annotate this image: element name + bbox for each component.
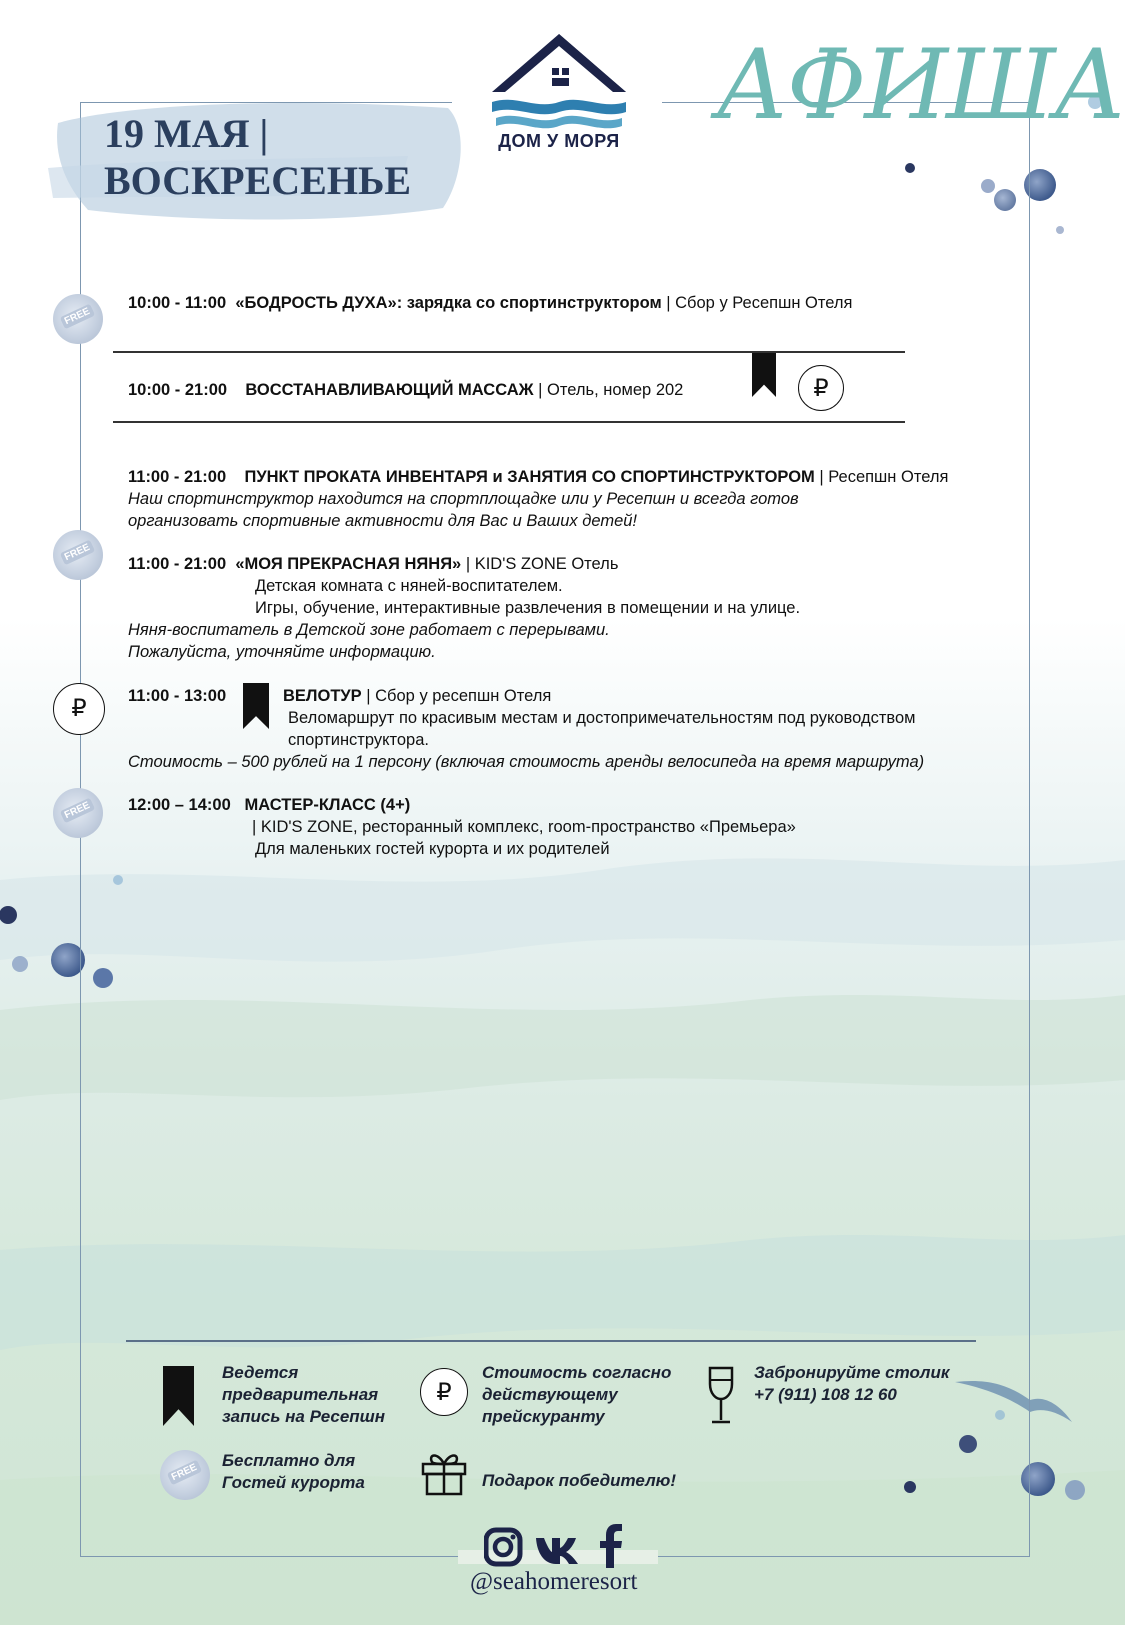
legend-free [222, 1450, 365, 1494]
event-title: ВОССТАНАВЛИВАЮЩИЙ МАССАЖ [245, 381, 534, 399]
legend-text: действующему [482, 1385, 618, 1404]
event-time: 11:00 - 21:00 [128, 555, 227, 573]
ruble-icon: ₽ [420, 1368, 468, 1416]
event-time-row [128, 685, 226, 707]
event-desc: Игры, обучение, интерактивные развлечения в помещении и на улице. [255, 599, 801, 617]
event-desc: Веломаршрут по красивым местам и достопримечательностям под руководством [288, 709, 916, 727]
event-title: ПУНКТ ПРОКАТА ИНВЕНТАРЯ и ЗАНЯТИЯ СО СПОРТИНСТРУКТОРОМ [244, 468, 815, 486]
legend-text: запись на Ресепшн [222, 1407, 386, 1426]
legend-phone: +7 (911) 108 12 60 [754, 1385, 897, 1404]
event-row [283, 685, 551, 707]
event-time: 10:00 - 11:00 [128, 294, 227, 312]
ruble-icon: ₽ [798, 365, 844, 411]
event-note: Пожалуйста, уточняйте информацию. [128, 643, 436, 661]
event-time: 11:00 - 21:00 [128, 468, 227, 486]
event-place: | Сбор у ресепшн Отеля [361, 687, 552, 705]
legend-divider [126, 1340, 976, 1342]
event-place: | KID'S ZONE Отель [461, 555, 619, 573]
page-date [104, 110, 411, 204]
free-icon: FREE [53, 294, 103, 344]
legend-price [482, 1362, 671, 1428]
legend-table [754, 1362, 949, 1406]
divider [113, 421, 905, 423]
weekday-line: ВОСКРЕСЕНЬЕ [104, 158, 412, 203]
instagram-icon[interactable] [486, 1530, 520, 1564]
afisha-title: АФИША [716, 29, 1125, 141]
legend-text: Стоимость согласно [482, 1363, 672, 1382]
event-title: ВЕЛОТУР [283, 687, 362, 705]
event-desc: | KID'S ZONE, ресторанный комплекс, room-пространство «Премьера» [252, 818, 796, 836]
event-desc: спортинструктора. [288, 731, 429, 749]
legend-text: Забронируйте столик [754, 1363, 950, 1382]
gift-icon [420, 1450, 468, 1496]
event-row [128, 379, 683, 401]
logo [486, 30, 632, 155]
free-icon: FREE [160, 1450, 210, 1500]
social-handle[interactable]: @seahomeresort [470, 1568, 638, 1595]
event-note: Няня-воспитатель в Детской зоне работает с перерывами. [128, 621, 610, 639]
facebook-icon[interactable] [600, 1524, 622, 1568]
ruble-icon: ₽ [53, 683, 105, 735]
event-row [128, 292, 852, 314]
legend-text: Бесплатно для [222, 1451, 356, 1470]
wine-glass-icon [706, 1366, 736, 1426]
event-row [128, 794, 410, 816]
legend-text: предварительная [222, 1385, 379, 1404]
vk-icon[interactable] [536, 1538, 578, 1564]
event-time: 11:00 - 13:00 [128, 687, 227, 705]
event-time: 10:00 - 21:00 [128, 381, 228, 399]
event-desc: Для маленьких гостей курорта и их родителей [255, 840, 610, 858]
event-place: | Сбор у Ресепшн Отеля [661, 294, 853, 312]
legend-text: прейскуранту [482, 1407, 605, 1426]
house-logo-icon [486, 30, 632, 130]
event-note: Наш спортинструктор находится на спортплощадке или у Ресепшн и всегда готов [128, 490, 799, 508]
social-links [484, 1524, 644, 1568]
legend-gift: Подарок победителю! [482, 1471, 677, 1490]
free-icon: FREE [53, 788, 103, 838]
event-place: | Ресепшн Отеля [814, 468, 949, 486]
date-line: 19 МАЯ | [104, 111, 269, 156]
legend-text: Ведется [222, 1363, 299, 1382]
event-title: «МОЯ ПРЕКРАСНАЯ НЯНЯ» [235, 555, 462, 573]
legend-text: Гостей курорта [222, 1473, 365, 1492]
event-time: 12:00 – 14:00 [128, 796, 231, 814]
event-note: организовать спортивные активности для Вас и Ваших детей! [128, 512, 638, 530]
event-title: «БОДРОСТЬ ДУХА»: зарядка со спортинструктором [235, 294, 662, 312]
event-place: | Отель, номер 202 [533, 381, 684, 399]
logo-text: ДОМ У МОРЯ [498, 131, 620, 151]
divider [113, 351, 905, 353]
event-title: МАСТЕР-КЛАСС (4+) [244, 796, 411, 814]
legend-booking [222, 1362, 385, 1428]
event-desc: Детская комната с няней-воспитателем. [255, 577, 563, 595]
event-row [128, 466, 948, 488]
event-row [128, 553, 618, 575]
free-icon: FREE [53, 530, 103, 580]
event-note: Стоимость – 500 рублей на 1 персону (включая стоимость аренды велосипеда на время маршрута) [128, 753, 925, 771]
